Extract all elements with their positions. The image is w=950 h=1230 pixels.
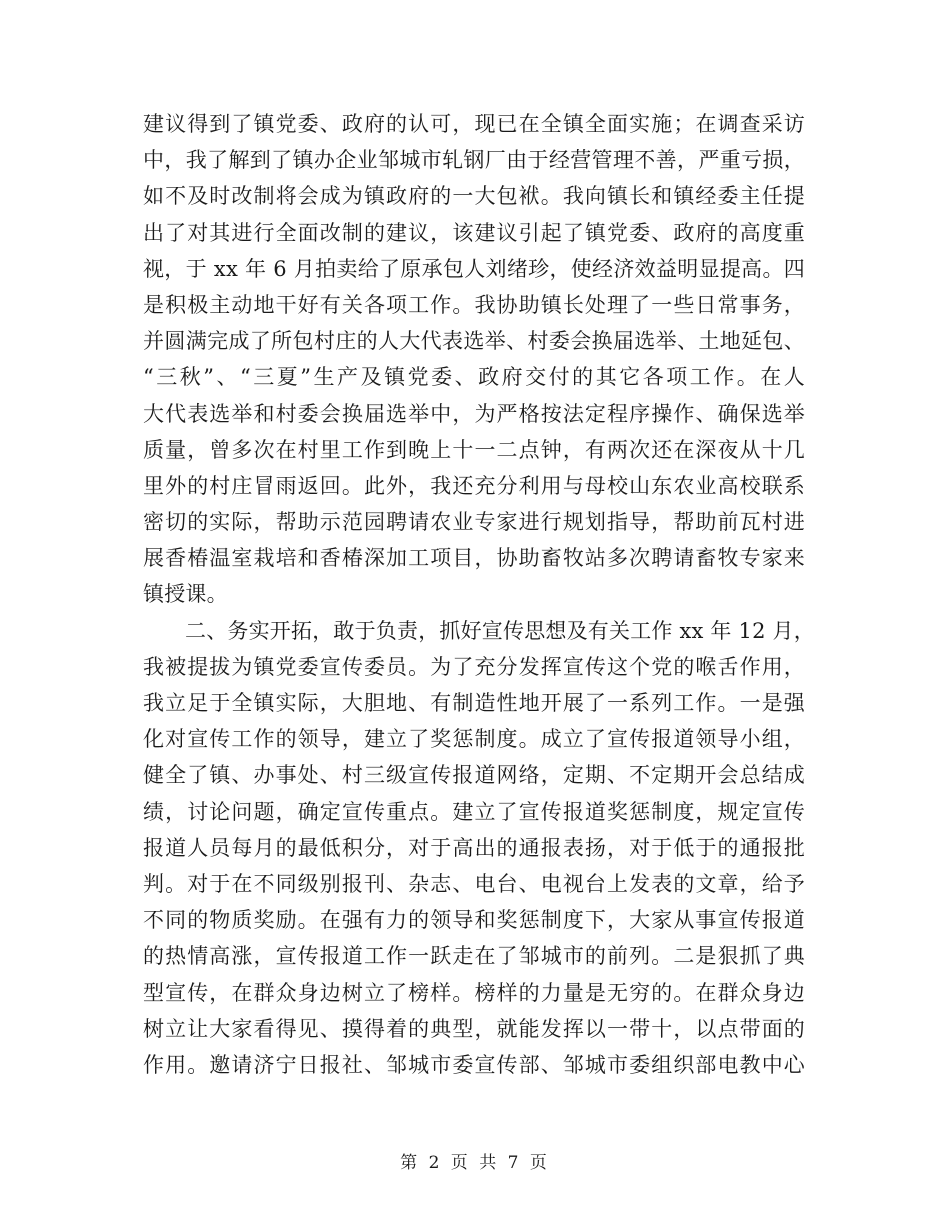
text-line: 是积极主动地干好有关各项工作。我协助镇长处理了一些日常事务，: [143, 292, 805, 317]
text-line: 的热情高涨，宣传报道工作一跃走在了邹城市的前列。二是狠抓了典: [143, 944, 805, 969]
text-line: 镇授课。: [143, 582, 228, 607]
text-line: 绩，讨论问题，确定宣传重点。建立了宣传报道奖惩制度，规定宣传: [143, 799, 805, 824]
text-line: 建议得到了镇党委、政府的认可，现已在全镇全面实施；在调查采访: [143, 112, 805, 136]
text-line: 密切的实际，帮助示范园聘请农业专家进行规划指导，帮助前瓦村进: [143, 510, 805, 535]
text-line: 视，于 xx 年 6 月拍卖给了原承包人刘绪珍，使经济效益明显提高。四: [143, 256, 805, 281]
text-line: 如不及时改制将会成为镇政府的一大包袱。我向镇长和镇经委主任提: [143, 184, 805, 209]
text-line: 大代表选举和村委会换届选举中，为严格按法定程序操作、确保选举: [143, 401, 805, 426]
body-text: [143, 106, 815, 1083]
page-number-footer: 第 2 页 共 7 页: [400, 1153, 550, 1173]
text-line: 我立足于全镇实际，大胆地、有制造性地开展了一系列工作。一是强: [143, 691, 805, 715]
text-line: 报道人员每月的最低积分，对于高出的通报表扬，对于低于的通报批: [143, 835, 805, 860]
text-line: 树立让大家看得见、摸得着的典型，就能发挥以一带十，以点带面的: [143, 1016, 805, 1041]
text-line: 化对宣传工作的领导，建立了奖惩制度。成立了宣传报道领导小组，: [143, 727, 805, 752]
text-line: 判。对于在不同级别报刊、杂志、电台、电视台上发表的文章，给予: [143, 871, 805, 896]
section-heading-line: 二、务实开拓，敢于负责，抓好宣传思想及有关工作 xx 年 12 月，: [185, 618, 815, 643]
text-line: 并圆满完成了所包村庄的人大代表选举、村委会换届选举、土地延包、: [143, 329, 805, 354]
text-line: 我被提拔为镇党委宣传委员。为了充分发挥宣传这个党的喉舌作用，: [143, 654, 805, 679]
text-line: 出了对其进行全面改制的建议，该建议引起了镇党委、政府的高度重: [143, 220, 805, 245]
text-line: 作用。邀请济宁日报社、邹城市委宣传部、邹城市委组织部电教中心: [143, 1052, 805, 1077]
text-line: 质量，曾多次在村里工作到晚上十一二点钟，有两次还在深夜从十几: [143, 437, 805, 462]
text-line: 里外的村庄冒雨返回。此外，我还充分利用与母校山东农业高校联系: [143, 473, 805, 498]
text-line: 型宣传，在群众身边树立了榜样。榜样的力量是无穷的。在群众身边: [143, 980, 805, 1005]
text-line: 不同的物质奖励。在强有力的领导和奖惩制度下，大家从事宣传报道: [143, 908, 805, 933]
text-line: “三秋”、“三夏”生产及镇党委、政府交付的其它各项工作。在人: [143, 365, 805, 390]
text-line: 健全了镇、办事处、村三级宣传报道网络，定期、不定期开会总结成: [143, 763, 805, 788]
text-line: 展香椿温室栽培和香椿深加工项目，协助畜牧站多次聘请畜牧专家来: [143, 546, 805, 571]
text-line: 中，我了解到了镇办企业邹城市轧钢厂由于经营管理不善，严重亏损，: [143, 148, 805, 173]
